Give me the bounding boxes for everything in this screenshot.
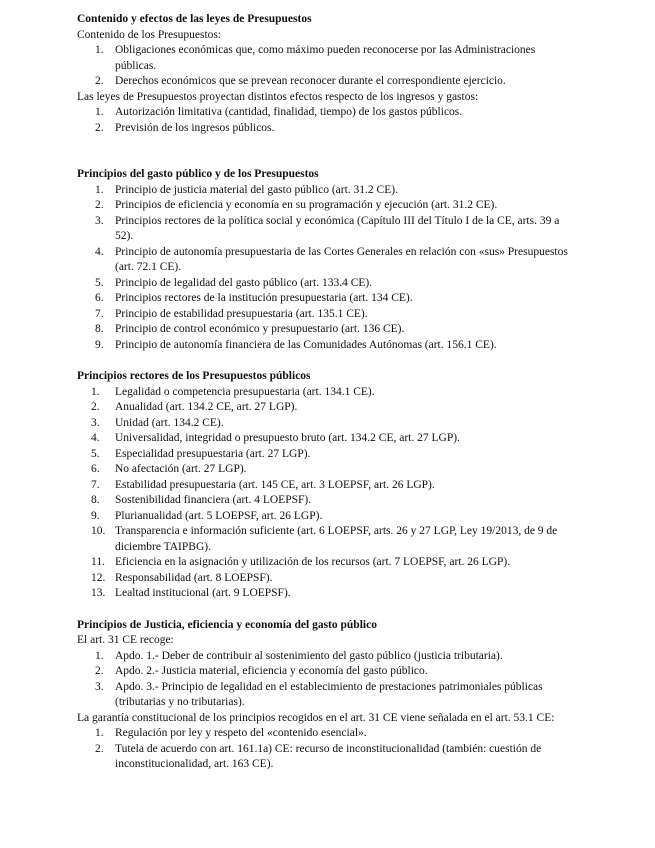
list-item: 8. Principio de control económico y presupuestario (art. 136 CE). (95, 323, 405, 335)
list-item: 6. No afectación (art. 27 LGP). (91, 463, 247, 475)
section-principios-gasto (77, 167, 577, 353)
section-heading: Contenido y efectos de las leyes de Presupuestos (77, 13, 312, 25)
list-item: 11. Eficiencia en la asignación y utilización de los recursos (art. 7 LOEPSF, art. 26 LGP). (91, 556, 511, 568)
spacer (77, 136, 577, 167)
list-item: 3. Unidad (art. 134.2 CE). (91, 416, 224, 429)
list-item: 2. Principios de eficiencia y economía en su programación y ejecución (art. 31.2 CE). (95, 199, 498, 211)
list-item: 2. Apdo. 2.- Justicia material, eficiencia y economía del gasto público. (95, 665, 428, 677)
spacer (77, 353, 577, 369)
list-item: 8. Sostenibilidad financiera (art. 4 LOEPSF). (91, 494, 312, 506)
list-item: 5. Especialidad presupuestaria (art. 27 LGP). (91, 447, 311, 460)
section-heading: Principios rectores de los Presupuestos públicos (77, 370, 311, 382)
numbered-list (77, 43, 577, 90)
numbered-list (77, 726, 577, 773)
section-intro: El art. 31 CE recoge: (77, 634, 174, 646)
list-item: 2. Previsión de los ingresos públicos. (95, 121, 275, 134)
section-justicia-eficiencia (77, 618, 577, 773)
list-item: 1. Principio de justicia material del gasto público (art. 31.2 CE). (95, 183, 398, 196)
list-item: 5. Principio de legalidad del gasto público (art. 133.4 CE). (95, 276, 373, 289)
section-intro: Contenido de los Presupuestos: (77, 28, 222, 41)
list-item: 10. Transparencia e información suficiente (art. 6 LOEPSF, arts. 26 y 27 LGP, Ley 19/2013, de 9 de diciembre TAIPBG). (91, 525, 558, 553)
list-item: 7. Principio de estabilidad presupuestaria (art. 135.1 CE). (95, 307, 368, 320)
section-intro: Las leyes de Presupuestos proyectan distintos efectos respecto de los ingresos y gastos: (77, 90, 479, 103)
list-item: 4. Universalidad, integridad o presupuesto bruto (art. 134.2 CE, art. 27 LGP). (91, 432, 460, 444)
list-item: 2. Anualidad (art. 134.2 CE, art. 27 LGP). (91, 401, 298, 413)
numbered-list (77, 649, 577, 711)
list-item: 2. Derechos económicos que se prevean reconocer durante el correspondiente ejercicio. (95, 75, 506, 87)
list-item: 1. Regulación por ley y respeto del «contenido esencial». (95, 727, 367, 739)
section-contenido-efectos (77, 12, 577, 136)
document-page (77, 12, 577, 773)
spacer (77, 602, 577, 618)
numbered-list (77, 183, 577, 354)
numbered-list (77, 385, 577, 602)
section-heading: Principios del gasto público y de los Presupuestos (77, 168, 319, 180)
list-item: 3. Principios rectores de la política social y económica (Capítulo III del Título I de la CE, arts. 39 a 52). (95, 214, 560, 242)
list-item: 3. Apdo. 3.- Principio de legalidad en el establecimiento de prestaciones patrimoniales públicas (tributarias y no tributarias). (95, 680, 543, 708)
list-item: 1. Apdo. 1.- Deber de contribuir al sostenimiento del gasto público (justicia tributaria). (95, 649, 503, 662)
numbered-list (77, 105, 577, 136)
list-item: 6. Principios rectores de la institución presupuestaria (art. 134 CE). (95, 292, 413, 304)
list-item: 4. Principio de autonomía presupuestaria de las Cortes Generales en relación con «sus» Presupuestos (art. 72.1 CE). (95, 245, 568, 273)
list-item: 1. Legalidad o competencia presupuestaria (art. 134.1 CE). (91, 385, 375, 398)
list-item: 9. Plurianualidad (art. 5 LOEPSF, art. 26 LGP). (91, 509, 323, 522)
list-item: 2. Tutela de acuerdo con art. 161.1a) CE: recurso de inconstitucionalidad (también: cuestión de inconstitucionalidad, art. 163 CE). (95, 742, 542, 770)
section-principios-rectores (77, 369, 577, 602)
section-heading: Principios de Justicia, eficiencia y economía del gasto público (77, 618, 377, 631)
list-item: 7. Estabilidad presupuestaria (art. 145 CE, art. 3 LOEPSF, art. 26 LGP). (91, 478, 435, 491)
list-item: 12. Responsabilidad (art. 8 LOEPSF). (91, 571, 273, 584)
list-item: 1. Autorización limitativa (cantidad, finalidad, tiempo) de los gastos públicos. (95, 106, 463, 118)
list-item: 1. Obligaciones económicas que, como máximo pueden reconocerse por las Administraciones públicas. (95, 44, 536, 72)
list-item: 13. Lealtad institucional (art. 9 LOEPSF). (91, 587, 291, 599)
section-intro: La garantía constitucional de los principios recogidos en el art. 31 CE viene señalada en el art. 53.1 CE: (77, 711, 555, 724)
list-item: 9. Principio de autonomía financiera de las Comunidades Autónomas (art. 156.1 CE). (95, 338, 497, 351)
